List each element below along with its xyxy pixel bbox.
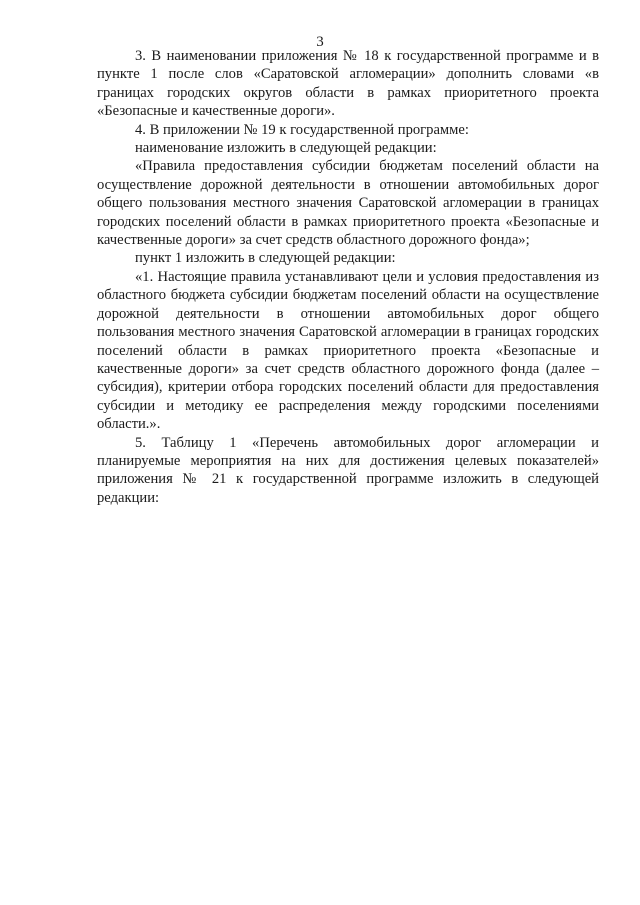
paragraph-naming: наименование изложить в следующей редакции: (135, 140, 437, 157)
paragraph-rules-text: «1. Настоящие правила устанавливают цели и условия предоставления из областного бюджета субсидии бюджетам поселений области на осуществление дорожной деятельности в отношении автомобильных дорог общего пользования местного значения Саратовской агломерации в границах городских поселений области в рамках приоритетного проекта «Безопасные и качественные дороги» за счет средств областного дорожного фонда (далее – субсидия), критерии отбора городских поселений области для предоставления субсидии и методику ее распределения между городскими поселениями области.». (97, 268, 599, 433)
document-body (97, 47, 599, 507)
paragraph-item-4: 4. В приложении № 19 к государственной программе: (135, 121, 469, 138)
paragraph-item-3: 3. В наименовании приложения № 18 к государственной программе и в пункте 1 после слов «Саратовской агломерации» дополнить словами «в границах городских округов области в рамках приоритетного проекта «Безопасные и качественные дороги». (97, 48, 599, 120)
paragraph-rules-title: «Правила предоставления субсидии бюджетам поселений области на осуществление дорожной деятельности в отношении автомобильных дорог общего пользования местного значения Саратовской агломерации в границах городских поселений области в рамках приоритетного проекта «Безопасные и качественные дороги» за счет средств областного дорожного фонда»; (97, 158, 599, 249)
paragraph-point-1: пункт 1 изложить в следующей редакции: (135, 250, 396, 267)
page-number: 3 (316, 34, 324, 50)
paragraph-item-5: 5. Таблицу 1 «Перечень автомобильных дорог агломерации и планируемые мероприятия на них для достижения целевых показателей» приложения № 21 к государственной программе изложить в следующей редакции: (97, 434, 599, 506)
